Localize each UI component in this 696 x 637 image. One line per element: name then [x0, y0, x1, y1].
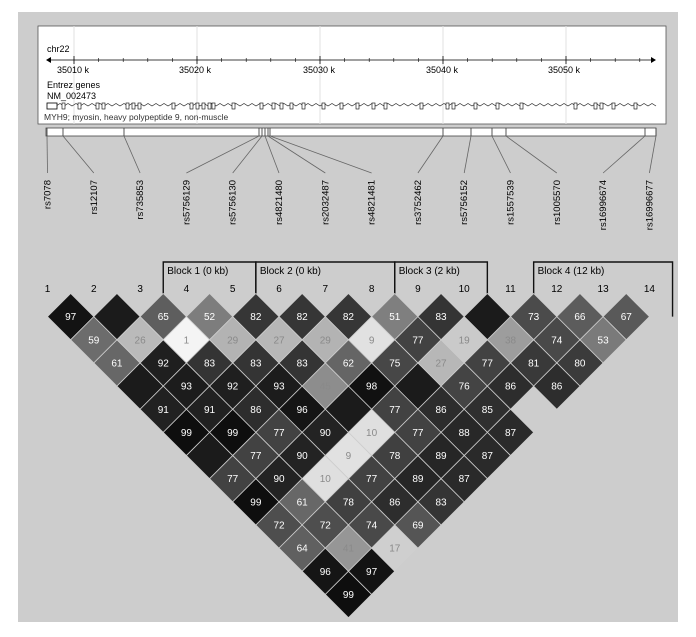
ld-value-label: 61	[111, 358, 123, 370]
ld-value-label: 38	[504, 335, 517, 347]
ld-value-label: 9	[345, 451, 352, 463]
ld-value-label: 77	[412, 335, 424, 347]
ruler-tick-label-35030: 35030 k	[303, 65, 336, 75]
snp-label: rs16996677	[644, 180, 656, 231]
ld-value-label: 83	[203, 358, 216, 370]
ld-value-label: 9	[368, 335, 375, 347]
marker-number: 3	[137, 284, 143, 295]
ld-value-label: 10	[366, 427, 378, 439]
ld-value-label: 73	[528, 312, 540, 324]
ld-value-label: 19	[458, 335, 470, 347]
ld-value-label: 86	[250, 404, 262, 416]
ld-value-label: 77	[412, 427, 424, 439]
snp-label: rs2032487	[320, 180, 332, 225]
snp-label: rs5756129	[181, 180, 193, 225]
ld-value-label: 82	[342, 312, 355, 324]
ld-value-label: 85	[481, 404, 493, 416]
ld-value-label: 41	[342, 543, 355, 555]
ld-value-label: 61	[296, 497, 308, 509]
ruler-tick-label-35050: 35050 k	[548, 65, 581, 75]
marker-number: 12	[551, 284, 563, 295]
ruler-tick-label-35010: 35010 k	[57, 65, 90, 75]
ld-value-label: 76	[458, 381, 470, 393]
ld-value-label: 89	[412, 474, 424, 486]
ld-value-label: 26	[134, 335, 146, 347]
ruler-tick-label-35020: 35020 k	[179, 65, 212, 75]
snp-label: rs4821481	[366, 180, 378, 225]
marker-number: 7	[322, 284, 329, 295]
ld-value-label: 82	[250, 312, 262, 324]
ld-value-label: 77	[273, 427, 285, 439]
gene-accession-label: NM_002473	[47, 91, 97, 101]
entrez-genes-label: Entrez genes	[47, 80, 101, 90]
ld-value-label: 80	[574, 358, 586, 370]
snp-label: rs12107	[88, 180, 100, 215]
ld-value-label: 78	[342, 497, 355, 509]
ld-value-label: 93	[180, 381, 192, 393]
snp-label: rs7078	[42, 180, 54, 210]
ld-value-label: 27	[435, 358, 447, 370]
ld-value-label: 87	[504, 427, 517, 439]
ld-value-label: 78	[389, 451, 401, 463]
ld-value-label: 90	[319, 427, 331, 439]
marker-number: 6	[276, 284, 282, 295]
ld-value-label: 72	[273, 520, 285, 532]
ld-value-label: 86	[551, 381, 563, 393]
ld-value-label: 87	[458, 474, 470, 486]
snp-label: rs735853	[135, 180, 147, 220]
marker-number: 10	[458, 284, 470, 295]
block-label: Block 2 (0 kb)	[259, 266, 321, 277]
ld-value-label: 87	[481, 451, 493, 463]
ld-value-label: 99	[227, 427, 239, 439]
marker-number: 5	[229, 284, 236, 295]
ld-value-label: 96	[319, 566, 331, 578]
snp-label: rs16996674	[598, 180, 610, 231]
marker-number: 4	[183, 284, 190, 295]
ld-value-label: 83	[435, 497, 447, 509]
marker-number: 11	[505, 284, 516, 295]
ld-value-label: 64	[296, 543, 308, 555]
ld-value-label: 86	[389, 497, 401, 509]
ld-value-label: 77	[481, 358, 493, 370]
gene-description: MYH9; myosin, heavy polypeptide 9, non-muscle	[44, 112, 229, 122]
ld-value-label: 99	[180, 427, 192, 439]
ld-value-label: 67	[620, 312, 632, 324]
marker-number: 13	[597, 284, 609, 295]
snp-label: rs5756130	[227, 180, 239, 225]
chromosome-label: chr22	[47, 44, 70, 54]
ld-value-label: 89	[435, 451, 447, 463]
ld-value-label: 90	[273, 474, 285, 486]
ld-value-label: 92	[227, 381, 239, 393]
ld-value-label: 77	[250, 451, 262, 463]
ld-value-label: 27	[273, 335, 285, 347]
ld-value-label: 83	[250, 358, 262, 370]
ld-value-label: 99	[342, 589, 355, 601]
ld-value-label: 86	[504, 381, 517, 393]
ld-value-label: 65	[157, 312, 169, 324]
ld-value-label: 29	[227, 335, 239, 347]
ld-value-label: 92	[157, 358, 169, 370]
block-label: Block 4 (12 kb)	[537, 266, 605, 277]
ld-value-label: 74	[551, 335, 563, 347]
ld-value-label: 90	[296, 451, 308, 463]
ld-value-label: 97	[65, 312, 77, 324]
ld-value-label: 96	[296, 404, 308, 416]
ld-value-label: 53	[597, 335, 609, 347]
ld-value-label: 82	[296, 312, 308, 324]
ld-value-label: 75	[389, 358, 401, 370]
marker-number: 14	[643, 284, 655, 295]
ld-value-label: 91	[203, 404, 216, 416]
snp-label: rs5756152	[459, 180, 471, 225]
genome-track-panel	[38, 26, 666, 124]
marker-position-strip	[46, 128, 656, 136]
ld-value-label: 1	[183, 335, 190, 347]
ld-value-label: 17	[389, 543, 401, 555]
ld-value-label: 59	[88, 335, 100, 347]
ld-value-label: 86	[435, 404, 447, 416]
block-label: Block 1 (0 kb)	[167, 266, 229, 277]
ld-value-label: 77	[366, 474, 378, 486]
ld-value-label: 83	[296, 358, 308, 370]
ld-value-label: 72	[319, 520, 331, 532]
ld-value-label: 29	[319, 335, 331, 347]
ld-value-label: 52	[203, 312, 216, 324]
snp-label: rs4821480	[274, 180, 285, 225]
marker-number: 9	[415, 284, 421, 295]
snp-label: rs1557539	[505, 180, 517, 225]
ld-value-label: 74	[366, 520, 378, 532]
marker-number: 8	[368, 284, 375, 295]
block-label: Block 3 (2 kb)	[398, 266, 460, 277]
ld-value-label: 51	[389, 312, 401, 324]
ld-value-label: 91	[157, 404, 169, 416]
ruler-tick-label-35040: 35040 k	[426, 65, 459, 75]
ld-value-label: 88	[458, 427, 470, 439]
marker-number: 2	[91, 284, 97, 295]
ld-value-label: 97	[366, 566, 378, 578]
ld-value-label: 77	[227, 474, 239, 486]
ld-value-label: 93	[273, 381, 285, 393]
ld-value-label: 10	[319, 474, 331, 486]
snp-label: rs3752462	[412, 180, 424, 225]
ld-value-label: 66	[574, 312, 586, 324]
snp-label: rs1005570	[551, 180, 563, 225]
ld-value-label: 99	[250, 497, 262, 509]
ld-value-label: 83	[435, 312, 447, 324]
ld-value-label: 98	[366, 381, 378, 393]
ld-value-label: 69	[412, 520, 424, 532]
ld-value-label: 62	[342, 358, 355, 370]
ld-value-label: 45	[319, 381, 331, 393]
marker-number: 1	[44, 284, 51, 295]
ld-value-label: 81	[528, 358, 540, 370]
ld-value-label: 77	[389, 404, 401, 416]
